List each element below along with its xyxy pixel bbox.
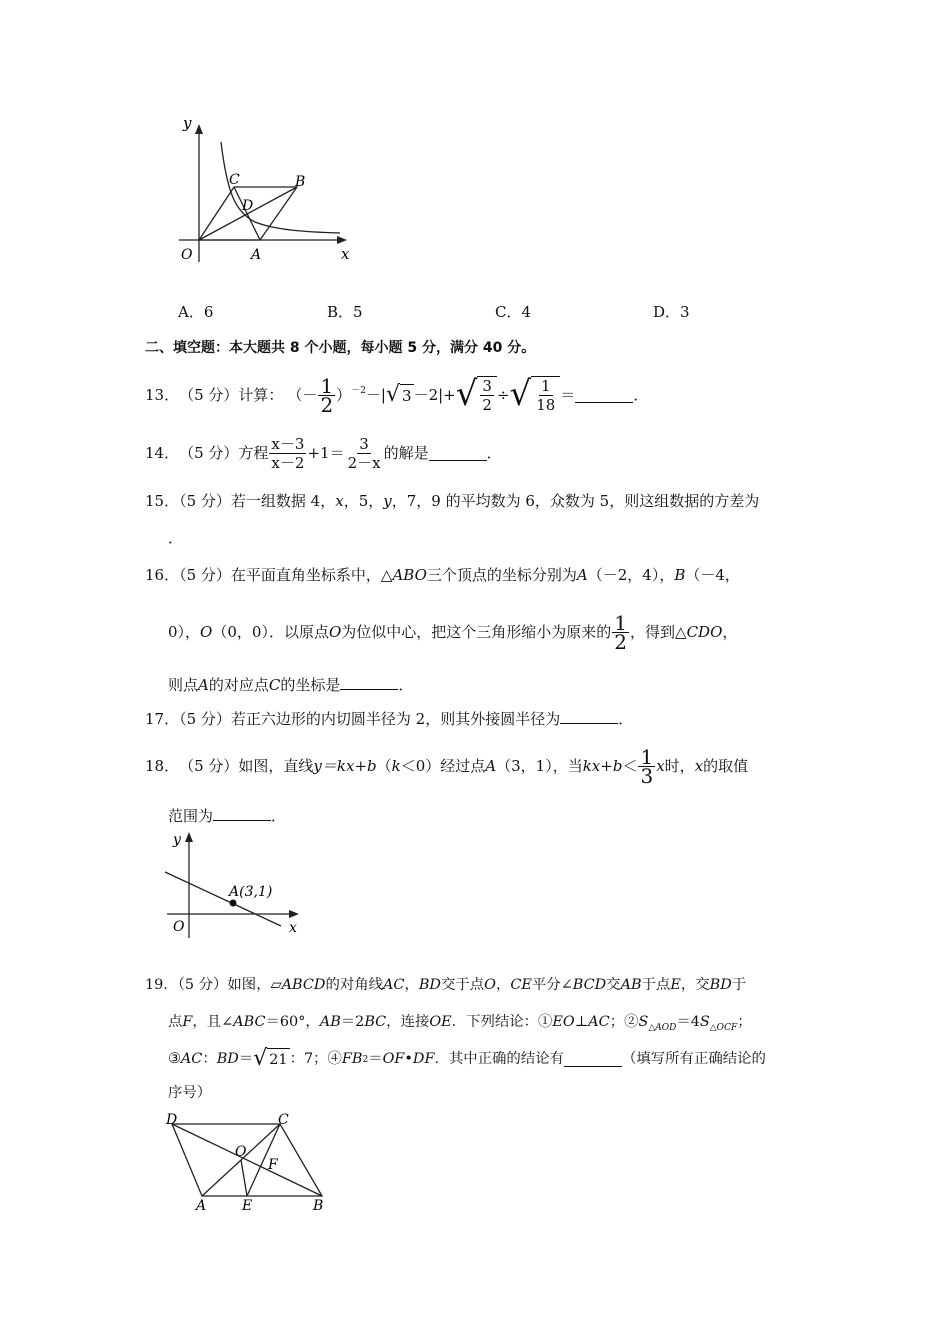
fig3-label-o: O (235, 1144, 247, 1160)
q19-l2f: ．下列结论：① (451, 1014, 553, 1030)
q19-l3b: ： (202, 1051, 217, 1067)
q19-ac3: AC (180, 1051, 203, 1067)
q13-minus: －| (365, 386, 386, 404)
q13-sqrt-frac-1-18: √ $\frac{1}{18}$ (510, 376, 561, 414)
q19-l2i: ＝4 (676, 1014, 700, 1030)
q16-a: A (576, 566, 588, 584)
q17-answer-blank[interactable] (560, 709, 618, 724)
q19-l2a: 点 (168, 1014, 183, 1030)
q18-answer-blank[interactable] (213, 806, 271, 821)
q19-l2g: ⊥ (574, 1014, 589, 1030)
q19-o: O (484, 977, 496, 993)
q13-div: ÷ (496, 386, 510, 404)
q19-e: E (670, 977, 681, 993)
q18-fraction-third: $\frac{1}{3}$ (640, 744, 654, 788)
q19-l1h: 于点 (641, 977, 671, 993)
fig1-label-b: B (295, 174, 306, 190)
q18-l2: 范围为 (168, 807, 214, 825)
q18-text-6: 的取值 (703, 757, 749, 775)
q19-l3a: ③ (168, 1051, 181, 1067)
section-2-title: 二、填空题：本大题共 8 个小题，每小题 5 分，满分 40 分。 (145, 340, 536, 356)
q14-lead: 方程 (238, 444, 269, 462)
q19-l3c: ＝ (238, 1051, 254, 1067)
q19-l1f: 平分∠ (531, 977, 573, 993)
question-17 (145, 709, 633, 729)
q19-score: （5 分） (177, 977, 228, 993)
q15-var-x: x (335, 492, 344, 510)
q16-answer-blank[interactable] (340, 675, 398, 690)
q19-bd3: BD (216, 1051, 239, 1067)
fig3-label-e: E (242, 1198, 253, 1214)
q15-num: 15． (145, 492, 180, 510)
fig2-label-x: x (289, 920, 297, 936)
q16-l2e: ， (722, 623, 738, 641)
q19-l2h: ；② (609, 1014, 639, 1030)
q16-line-3 (168, 675, 413, 695)
q16-text-2: 三个顶点的坐标分别为 (426, 566, 577, 584)
q14-num: 14． (145, 444, 180, 462)
q13-open: （－ (287, 386, 318, 404)
q15-text-2: ，5， (343, 492, 384, 510)
question-13 (145, 375, 648, 415)
q16-o2: O (328, 623, 342, 641)
q16-text-3: （－2，4）， (587, 566, 675, 584)
q16-l2b: （0，0）．以原点 (212, 623, 329, 641)
q18-a: A (485, 757, 497, 775)
q18-k: k (391, 757, 401, 775)
q19-ab2: AB (319, 1014, 341, 1030)
question-15 (145, 491, 759, 511)
q16-l2d: ，得到△ (630, 623, 687, 641)
q18-text-4: （3，1），当 (496, 757, 583, 775)
q19-eo: EO (552, 1014, 575, 1030)
question-19 (145, 975, 746, 995)
q18-text-1: 如图，直线 (238, 757, 314, 775)
q16-score: （5 分） (179, 566, 231, 584)
q19-fb: FB (341, 1051, 363, 1067)
q14-answer-blank[interactable] (429, 446, 487, 461)
q14-plus: +1＝ (307, 444, 345, 462)
figure-line-graph (163, 828, 303, 938)
q13-eq: ＝ (560, 386, 576, 404)
q13-exponent: －2 (351, 386, 366, 396)
q19-answer-blank[interactable] (564, 1052, 622, 1067)
q15-score: （5 分） (179, 492, 231, 510)
fig3-label-f: F (268, 1157, 278, 1173)
q19-l2e: ，连接 (386, 1014, 430, 1030)
q19-l1j: 于 (731, 977, 747, 993)
q19-l2j: ； (737, 1014, 752, 1030)
q19-line-2 (168, 1012, 752, 1038)
q19-f: F (182, 1014, 193, 1030)
fig1-label-d: D (242, 198, 254, 214)
q16-cdo: CDO (686, 623, 723, 641)
q15-text-1: 若一组数据 4， (230, 492, 336, 510)
q18-text-3: ＜0）经过点 (400, 757, 486, 775)
q16-abo: ABO (392, 566, 427, 584)
q13-sqrt-3: √ 3 (385, 382, 412, 407)
q19-l1: 如图，▱ (227, 977, 282, 993)
choice-c: C．4 (495, 303, 532, 321)
q14-tail: 的解是 (383, 444, 429, 462)
q13-end: ． (633, 386, 649, 404)
q19-l1g: 交 (606, 977, 621, 993)
q19-l3d: ：7；④ (289, 1051, 342, 1067)
q19-sq: 2 (362, 1055, 369, 1065)
q19-l1b: 的对角线 (325, 977, 384, 993)
q19-bcd: BCD (572, 977, 607, 993)
fig1-label-c: C (229, 172, 240, 188)
fig3-label-d: D (166, 1112, 178, 1128)
q18-equation: y＝kx+b (313, 757, 377, 775)
q16-l3c: 的坐标是 (280, 676, 341, 694)
q14-fraction-2: $\frac{3}{2-x}$ (347, 434, 381, 472)
q16-text-1: 在平面直角坐标系中，△ (230, 566, 393, 584)
q19-line-3 (168, 1044, 766, 1074)
fig3-label-c: C (278, 1112, 289, 1128)
q17-score: （5 分） (179, 710, 231, 728)
question-16 (145, 565, 740, 585)
q16-line-2 (168, 612, 737, 652)
q19-bc: BC (364, 1014, 387, 1030)
q17-num: 17． (145, 710, 180, 728)
q15-text-3: ，7，9 的平均数为 6，众数为 5，则这组数据的方差为 (391, 492, 760, 510)
question-14 (145, 433, 502, 473)
fig1-label-x: x (341, 245, 350, 263)
q16-fraction-half: $\frac{1}{2}$ (614, 610, 628, 654)
q13-lead: 计算： (238, 386, 284, 404)
q14-fraction-1: $\frac{x-3}{x-2}$ (271, 434, 305, 472)
q18-num: 18． (145, 757, 180, 775)
q19-l3f: ．其中正确的结论有 (434, 1051, 564, 1067)
q19-bd2: BD (709, 977, 732, 993)
q18-text-5: 时， (664, 757, 695, 775)
q19-s1-sub: △AOD (648, 1022, 677, 1033)
q19-ac2: AC (588, 1014, 610, 1030)
q17-text: 若正六边形的内切圆半径为 2，则其外接圆半径为 (230, 710, 561, 728)
q14-score: （5 分） (179, 444, 239, 462)
q18-x: x (656, 757, 665, 775)
fig2-label-y: y (173, 832, 181, 848)
q16-end: ． (398, 676, 414, 694)
question-18 (145, 746, 748, 786)
q18-score: （5 分） (179, 757, 239, 775)
q19-ce: CE (510, 977, 532, 993)
q16-c: C (268, 676, 281, 694)
fig1-label-a: A (251, 247, 262, 263)
q19-s2: S (699, 1014, 710, 1030)
q19-l1c: ， (404, 977, 419, 993)
fig3-label-b: B (313, 1198, 324, 1214)
fig1-label-o: O (181, 247, 193, 263)
q19-abc: ABC (233, 1014, 266, 1030)
choice-a: A．6 (178, 303, 214, 321)
q13-sqrt-frac-3-2: √ $\frac{3}{2}$ (456, 376, 497, 414)
q19-l1e: ， (495, 977, 511, 993)
q17-end: ． (618, 710, 634, 728)
q19-df: DF (412, 1051, 435, 1067)
q19-ac: AC (383, 977, 405, 993)
q19-l3e: ＝ (368, 1051, 383, 1067)
fig1-label-y: y (183, 114, 192, 132)
fig2-label-point: A(3,1) (229, 884, 273, 900)
q19-dot: • (404, 1051, 413, 1067)
q19-l2c: ＝60°， (265, 1014, 320, 1030)
q13-score: （5 分） (179, 386, 239, 404)
q18-line-2 (168, 806, 286, 826)
q19-l1d: 交于点 (440, 977, 485, 993)
fig2-label-o: O (173, 919, 185, 935)
q16-a2: A (198, 676, 209, 694)
q13-minus-2: －2|+ (413, 386, 456, 404)
q19-l2b: ，且∠ (192, 1014, 234, 1030)
choice-d: D．3 (653, 303, 690, 321)
q13-fraction-1: $\frac{1}{2}$ (320, 373, 334, 417)
q19-of: OF (382, 1051, 405, 1067)
q15-var-y: y (383, 492, 392, 510)
q18-lt: ＜ (622, 757, 638, 775)
q19-s1: S (638, 1014, 649, 1030)
q19-oe: OE (429, 1014, 452, 1030)
q16-l2a: 0）， (168, 623, 201, 641)
q13-num: 13． (145, 386, 180, 404)
q19-sqrt-21: √ 21 (253, 1046, 288, 1071)
q15-line-2: ． (168, 529, 184, 547)
q16-text-4: （－4， (685, 566, 740, 584)
q19-s2-sub: △OCF (709, 1022, 738, 1033)
q19-line-4: 序号） (168, 1085, 212, 1101)
q18-kxb: kx+b (582, 757, 623, 775)
q19-bd: BD (418, 977, 441, 993)
q14-end: ． (486, 444, 502, 462)
figure-hyperbola-parallelogram (165, 112, 365, 267)
choice-b: B．5 (327, 303, 363, 321)
q13-close: ） (336, 386, 352, 404)
q19-ab: AB (620, 977, 642, 993)
q19-abcd: ABCD (281, 977, 326, 993)
q16-l3b: 的对应点 (208, 676, 269, 694)
q18-x2: x (694, 757, 704, 775)
q19-l3g: （填写所有正确结论的 (621, 1051, 766, 1067)
q16-l3a: 则点 (168, 676, 199, 694)
q19-l2d: ＝2 (340, 1014, 365, 1030)
fig3-label-a: A (196, 1198, 207, 1214)
q13-answer-blank[interactable] (575, 388, 633, 403)
figure-parallelogram-abcd (160, 1110, 340, 1215)
q16-l2c: 为位似中心，把这个三角形缩小为原来的 (341, 623, 612, 641)
q18-text-2: （ (376, 757, 392, 775)
q16-o: O (200, 623, 213, 641)
q18-end: ． (271, 807, 287, 825)
q16-num: 16． (145, 566, 180, 584)
q19-l1i: ，交 (680, 977, 710, 993)
q19-num: 19． (145, 977, 178, 993)
q16-b: B (674, 566, 686, 584)
